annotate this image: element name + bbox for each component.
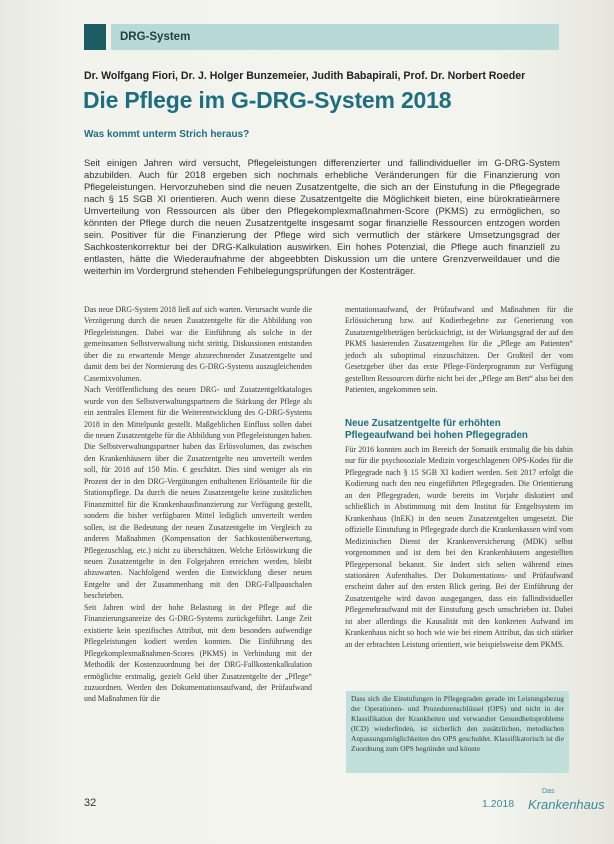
issue-number: 1.2018 (482, 798, 515, 810)
info-box: Dass sich die Einstufungen in Pflegegraden gerade im Leistungsbezug der Operationen- und Prozedurenschlüssel (OPS) und nicht in der Klassifikation der Krankheiten und verwandter Gesundheitsprobleme (ICD) wiederfinden, ist sicherlich den zusätzlichen, metodischen Anpassungsmöglichkeiten des OPS geschuldet. Klassifikatorisch ist die Zuordnung zum OPS begründet und könnte (346, 691, 569, 773)
body-paragraph: Seit Jahren wird der hohe Belastung in der Pflege auf die Finanzierungsanreize des G-DRG-Systems zurückgeführt. Lange Zeit existierte kein spezifisches Attribut, mit dem besonders aufwendige Pflegeleistungen kodiert werden konnten. Die Einführung des Pflegekomplexmaßnahmen-Scores (PKMS) in Verbindung mit der Methodik der Kostenzuordnung bei der DRG-Fallkostenkalkulation ermöglichte erstmalig, gezielt Geld über Zusatzentgelte der „Pflege“ zuzuordnen. Werden den Dokumentationsaufwand, der Prüfaufwand und Maßnahmen für die (84, 602, 312, 704)
article-subtitle: Was kommt unterm Strich heraus? (84, 129, 250, 140)
logo-prefix: Das (542, 788, 555, 795)
magazine-logo (528, 788, 608, 818)
section-marker (84, 24, 106, 50)
logo-text: Krankenhaus (528, 797, 605, 812)
section-heading: Neue Zusatzentgelte für erhöhten Pflegeaufwand bei hohen Pflegegraden (345, 418, 528, 441)
body-paragraph: Das neue DRG-System 2018 ließ auf sich warten. Verursacht wurde die Verzögerung durch die neuen Zusatzentgelte für die Abbildung von Pflegeleistungen. Dabei war die Einführung als solche in der gemeinsamen Selbstverwaltung nicht strittig. Diskussionen entstanden über die zu erwartende Menge abzurechnender Zusatzentgelte und damit dem bei der Normierung des G-DRG-Systems auszugleichenden Casemixvolumen. (84, 305, 312, 383)
article-title: Die Pflege im G-DRG-System 2018 (83, 87, 452, 113)
body-column-left (84, 304, 312, 705)
body-column-right-bottom (345, 444, 573, 650)
body-paragraph: Für 2016 konnten auch im Bereich der Somatik erstmalig die bis dahin nur für die psychosoziale Medizin vorgeschlagenen OPS-Kodes für die Pflegegrade nach § 15 SGB XI kodiert werden. Seit 2017 erfolgt die Kodierung nach den neu eingeführten Pflegegraden. Die Orientierung an den Pflegegraden, wurde bereits im Vorjahr diskutiert und schließlich in Abstimmung mit dem Institut für Entgeltsystem im Krankenhaus (InEK) in den neuen Zusatzentgelten umgesetzt. Die offizielle Einstufung in Pflegegrade durch die Krankenkassen wird vom Medizinischen Dienst der Krankenversicherung (MDK) selbst vorgenommen und ist dem bei den Krankenhäusern angestellten Pflegepersonal bekannt. Sie ändert sich selten während eines stationären Aufenthaltes. Der Dokumentations- und Prüfaufwand erscheint daher auf den ersten Blick gering. Bei der Einführung der Zusatzentgelte wird davon ausgegangen, dass ein fallindividueller Pflegemehraufwand mit der Einstufung gesch umschrieben ist. Dabei ist aber allerdings die Kausalität mit den konkreten Aufwand im Krankenhaus nicht so hoch wie wie bei einem Attribut, das sich stärker an der erbrachten Leistung orientiert, wie beispielsweise dem PKMS. (345, 445, 573, 649)
body-column-right-top (345, 304, 573, 396)
section-header (84, 24, 559, 50)
body-paragraph: mentationsaufwand, der Prüfaufwand und Maßnahmen für die Erlössicherung bzw. auf Kodierbegehrte zur Generierung von Zusatzentgeltbeträgen berücksichtigt, ist der Wirkungsgrad der auf den PKMS basierenden Zusatzentgelten für die „Pflege am Patienten“ jedoch als suboptimal einzuschätzen. Der Großteil der vom Gesetzgeber über das erste Pflege-Förderprogramm zur Verfügung gestellten Ressourcen dürfte nicht bei der „Pflege am Bett“ also bei den Patienten, angekommen sein. (345, 305, 573, 395)
authors-line: Dr. Wolfgang Fiori, Dr. J. Holger Bunzemeier, Judith Babapirali, Prof. Dr. Norbert Roeder (84, 70, 526, 82)
lead-paragraph: Seit einigen Jahren wird versucht, Pflegeleistungen differenzierter und fallindividueller im G-DRG-System abzubilden. Auch für 2018 ergeben sich nochmals erhebliche Veränderungen für die Finanzierung von Pflegeleistungen. Hervorzuheben sind die neuen Zusatzentgelte, die sich an der Einstufung in die Pflegegrade nach § 15 SGB XI orientieren. Auch wenn diese Zusatzentgelte die Möglichkeit bieten, eine bürokratieärmere Umverteilung von Ressourcen als über den Pflegekomplexmaßnahmen-Score (PKMS) zu ermöglichen, so könnten der Pflege durch die neuen Zusatzentgelte insgesamt sogar finanzielle Ressourcen entzogen worden sein. Positiver für die Finanzierung der Pflege wird sich vermutlich der stärkere Umsetzungsgrad der Sachkostenkorrektur bei der DRG-Kalkulation auswirken. Ein hohes Potenzial, die Pflege auch finanziell zu entlasten, hätte die Wiederaufnahme der abgeebbten Diskussion um die untere Grenzverweildauer und die weiterhin im Vordergrund stehenden Fehlbelegungsprüfungen der Kostenträger. (84, 157, 560, 277)
page-number: 32 (84, 797, 97, 809)
body-paragraph: Nach Veröffentlichung des neuen DRG- und Zusatzentgeltkataloges wurde von den Selbstverwaltungspartnern die Stärkung der Pflege als ein zentrales Element für die Weiterentwicklung des G-DRG-Systems 2018 in den Mittelpunkt gestellt. Maßgeblichen Einfluss sollen dabei die neuen Zusatzentgelte für die Abbildung von Pflegeleistungen haben. Die Selbstverwaltungspartner haben das Erlösvolumen, das zwischen den Krankenhäusern über die Zusatzentgelte neu umverteilt werden soll, für 2018 auf 150 Mio. € geschätzt. Dies sind weniger als ein Prozent der in den DRG-Vergütungen enthaltenen Erlösanteile für die Stationspflege. Da durch die neuen Zusatzentgelte keine zusätzlichen Finanzmittel für die Krankenhausfinanzierung zur Verfügung gestellt, sondern die bisher verfügbaren Mittel lediglich umverteilt werden sollen, ist die Bedeutung der neuen Zusatzentgelte im Vergleich zu anderen Maßnahmen (Kompensation der Sachkostenüberwertung, Pflegezuschlag, etc.) nicht zu überschätzen. Welche Erlöswirkung die neuen Zusatzentgelte in den Folgejahren erreichen werden, bleibt abzuwarten. Nachfolgend werden die Entwicklung dieser neuen Entgelte und der Zusammenhang mit den DRG-Fallpauschalen beschrieben. (84, 385, 312, 601)
section-label: DRG-System (111, 24, 559, 50)
